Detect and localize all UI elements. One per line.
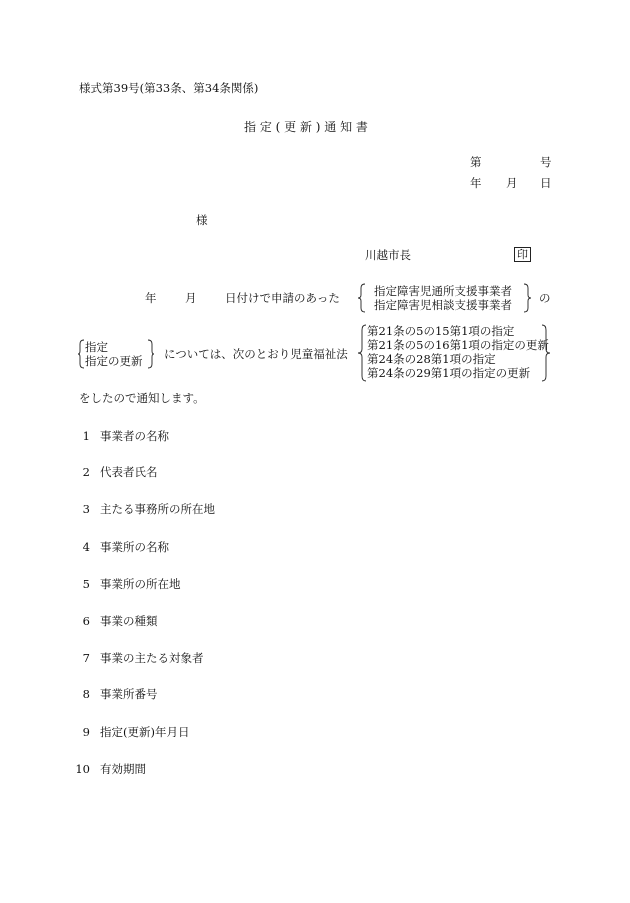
list-item (72, 540, 169, 554)
item-label: 事業の種類 (100, 614, 158, 628)
designation-type-option: 指定の更新 (85, 354, 143, 368)
issuer: 川越市長 (365, 248, 411, 262)
list-item (72, 725, 189, 739)
item-number: 4 (82, 540, 90, 554)
item-number: 5 (82, 577, 90, 591)
item-number: 7 (82, 651, 90, 665)
item-label: 事業所番号 (100, 687, 158, 701)
right-brace-icon (541, 324, 551, 382)
doc-no-suffix: 号 (540, 155, 552, 169)
left-brace-icon (357, 283, 367, 313)
doc-no-prefix: 第 (470, 155, 482, 169)
application-text: 日付けで申請のあった (225, 291, 340, 305)
applicant-type-options (374, 284, 512, 312)
item-number: 6 (82, 614, 90, 628)
application-year: 年 (145, 291, 157, 305)
article-option: 第24条の28第1項の指定 (367, 352, 496, 366)
date-year: 年 (470, 176, 482, 190)
list-item (72, 577, 181, 591)
applicant-type-option: 指定障害児通所支援事業者 (374, 284, 512, 298)
seal-mark (514, 247, 531, 262)
item-number: 10 (75, 762, 90, 776)
list-item (72, 651, 204, 665)
application-month: 月 (185, 291, 197, 305)
list-item (72, 429, 169, 443)
form-number: 様式第39号(第33条、第34条関係) (79, 81, 259, 95)
designation-type-option: 指定 (85, 340, 108, 354)
seal-text: 印 (514, 247, 531, 262)
item-number: 1 (82, 429, 90, 443)
closing-text: をしたので通知します。 (79, 391, 205, 405)
item-label: 主たる事務所の所在地 (100, 502, 215, 516)
item-label: 事業者の名称 (100, 429, 169, 443)
list-item (72, 502, 215, 516)
item-label: 代表者氏名 (100, 465, 158, 479)
item-number: 2 (82, 465, 90, 479)
article-option: 第21条の5の16第1項の指定の更新 (367, 338, 549, 352)
document-title: 指 定 ( 更 新 ) 通 知 書 (244, 120, 368, 134)
item-label: 事業の主たる対象者 (100, 651, 204, 665)
item-label: 事業所の名称 (100, 540, 169, 554)
article-options (367, 324, 549, 380)
list-item (72, 465, 158, 479)
list-item (72, 687, 158, 701)
left-brace-icon (77, 339, 85, 369)
applicant-type-option: 指定障害児相談支援事業者 (374, 298, 512, 312)
list-item (72, 614, 158, 628)
article-option: 第24条の29第1項の指定の更新 (367, 366, 531, 380)
date-month: 月 (506, 176, 518, 190)
designation-text: については、次のとおり児童福祉法 (164, 347, 348, 361)
list-item (72, 762, 146, 776)
right-brace-icon (147, 339, 155, 369)
item-number: 3 (82, 502, 90, 516)
item-label: 指定(更新)年月日 (100, 725, 190, 739)
left-brace-icon (357, 324, 367, 382)
item-number: 8 (82, 687, 90, 701)
article-option: 第21条の5の15第1項の指定 (367, 324, 515, 338)
date-day: 日 (540, 176, 552, 190)
application-particle: の (539, 291, 551, 305)
item-label: 事業所の所在地 (100, 577, 181, 591)
designation-type-options (85, 340, 143, 368)
item-label: 有効期間 (100, 762, 146, 776)
right-brace-icon (522, 283, 532, 313)
item-number: 9 (82, 725, 90, 739)
addressee-honorific: 様 (196, 213, 208, 227)
